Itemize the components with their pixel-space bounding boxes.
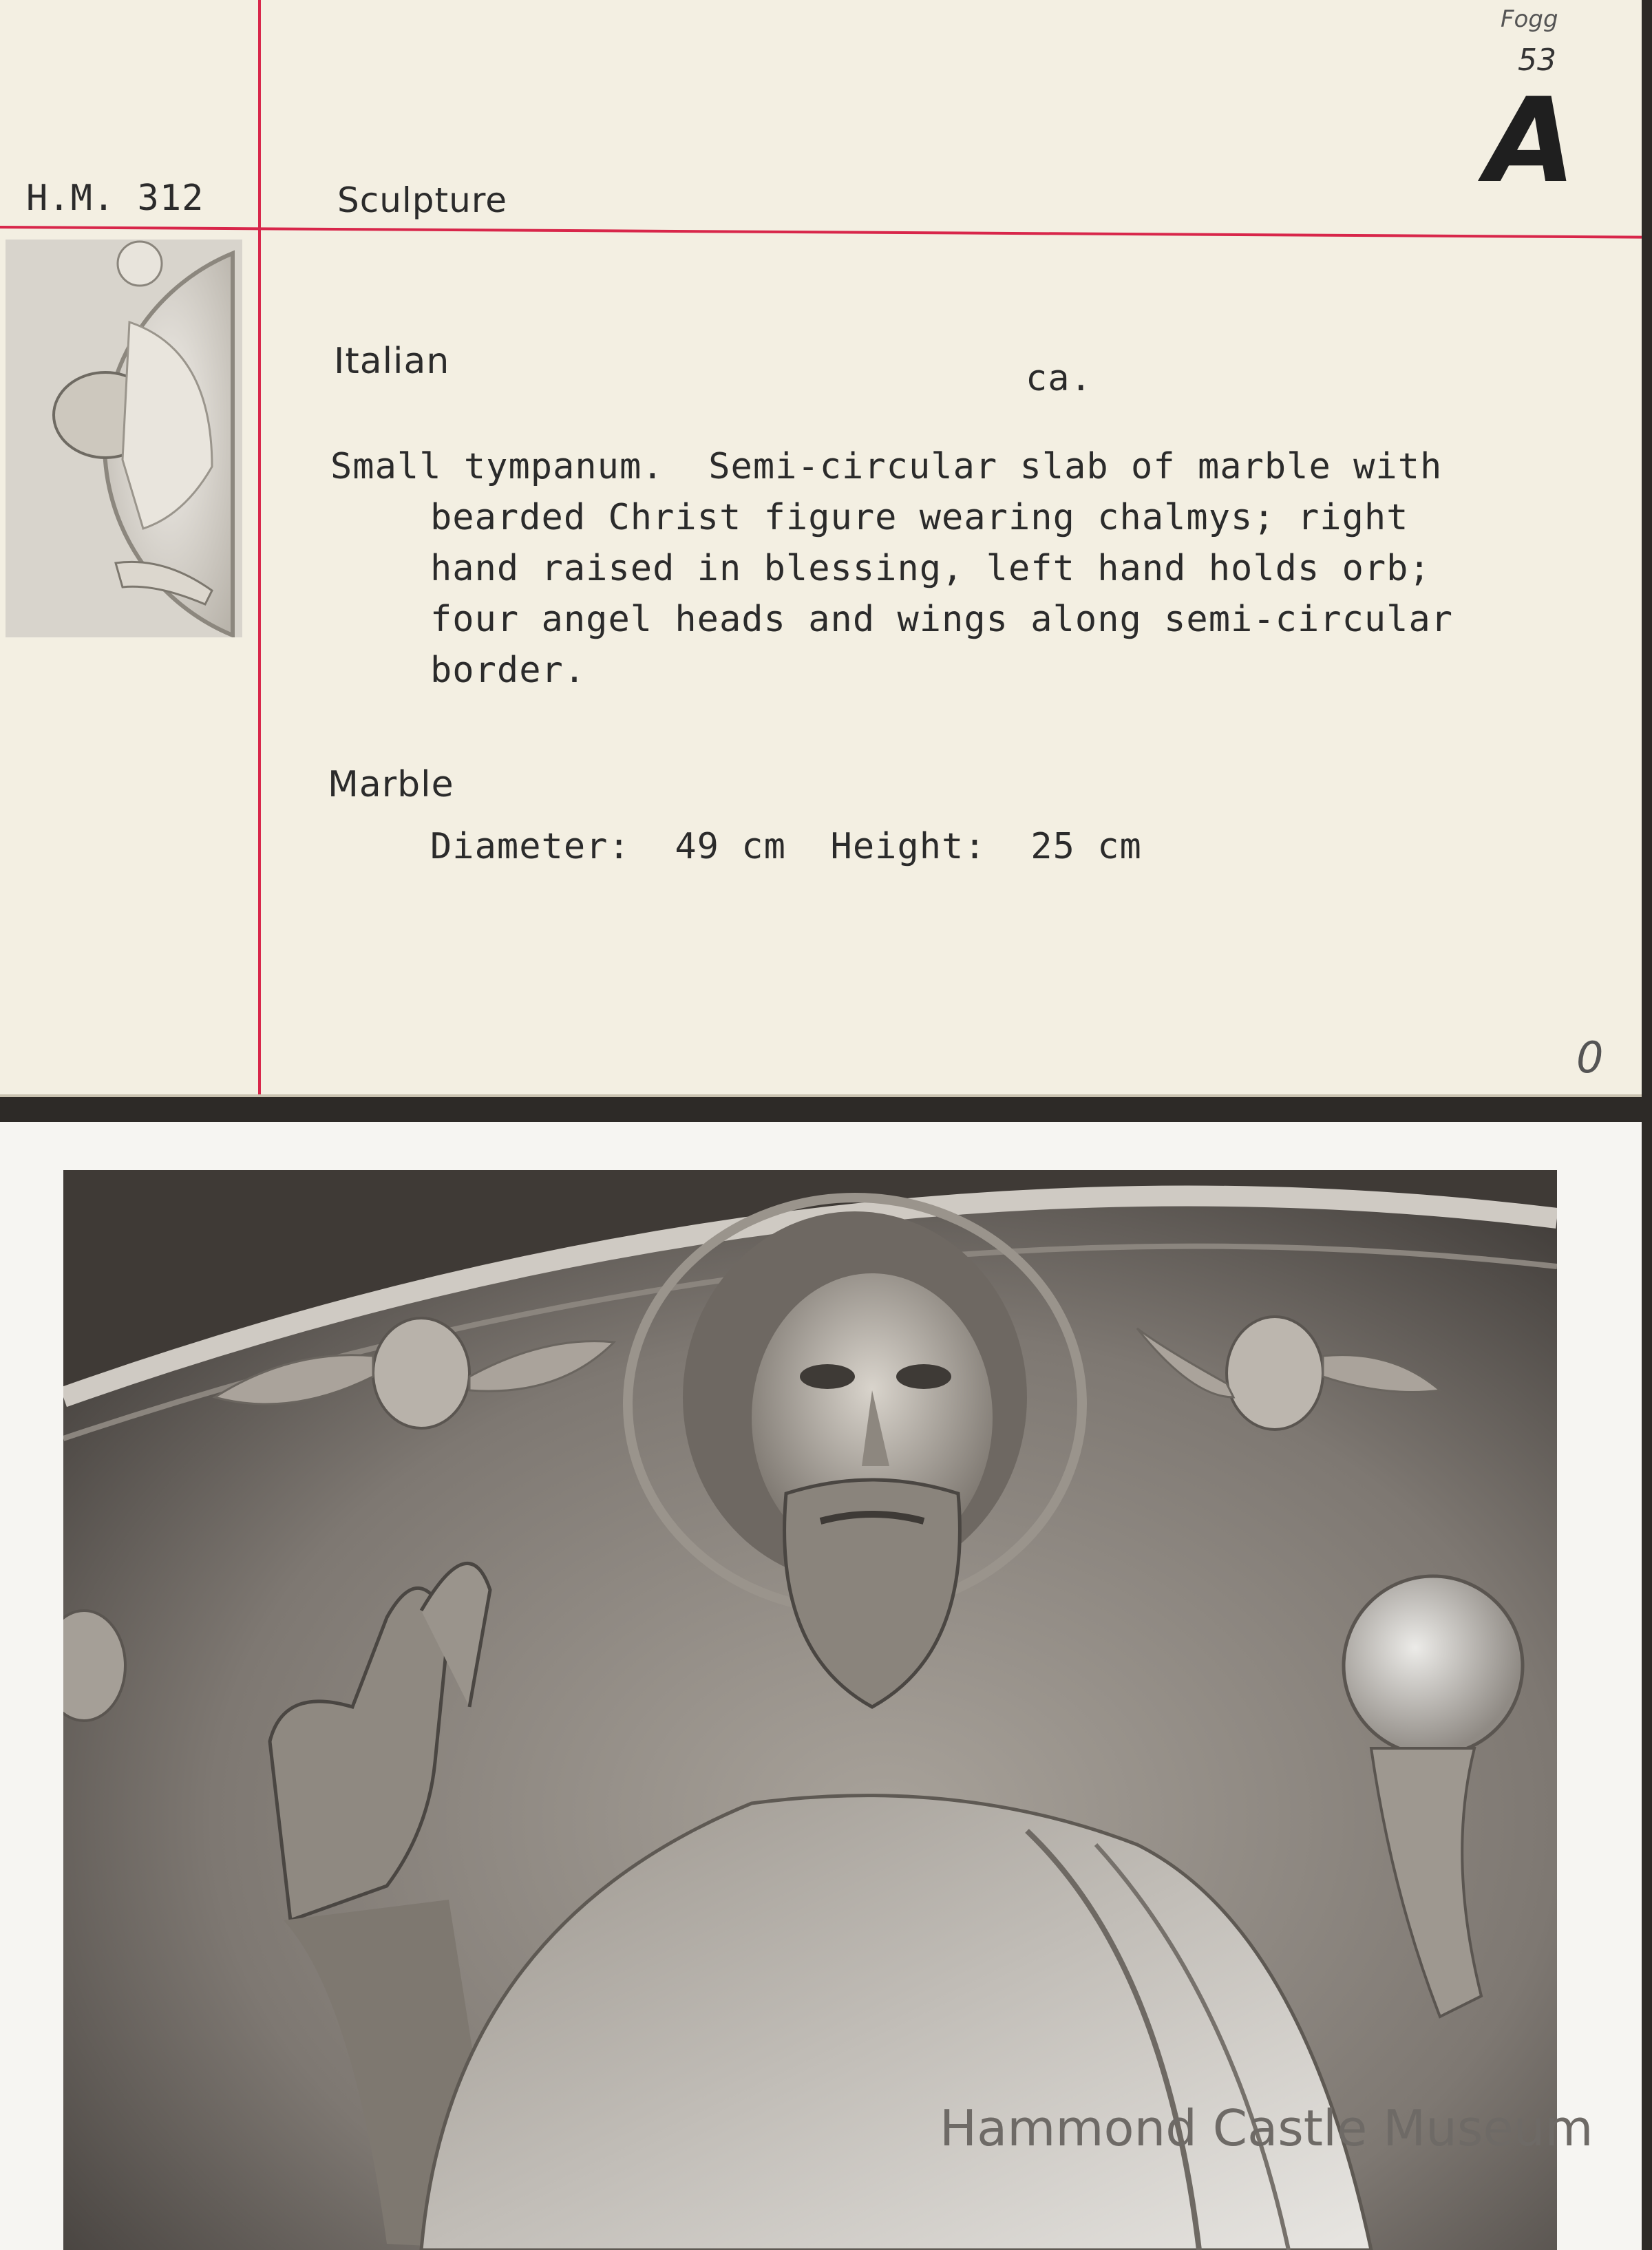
handwritten-corner-mark: 0: [1576, 1032, 1604, 1083]
description-line: bearded Christ figure wearing chalmys; right: [430, 497, 1409, 538]
category-label: Sculpture: [337, 180, 508, 220]
christ-tympanum-photo: [63, 1170, 1557, 2250]
museum-watermark: Hammond Castle Museum: [940, 2099, 1593, 2157]
card-horizontal-rule: [0, 226, 1642, 239]
description-line: Small tympanum. Semi-circular slab of marble with: [330, 446, 1443, 487]
handwritten-source: Fogg: [1501, 6, 1558, 33]
tympanum-thumbnail-photo: [6, 240, 242, 637]
sculpture-photograph: [0, 1122, 1642, 2250]
date-prefix: ca.: [1026, 358, 1092, 399]
card-vertical-rule: [258, 0, 261, 1094]
origin-label: Italian: [334, 341, 450, 382]
handwritten-number: 53: [1518, 43, 1556, 78]
material-label: Marble: [328, 764, 454, 805]
tympanum-thumbnail-image: [6, 240, 242, 637]
description-line: hand raised in blessing, left hand holds orb;: [430, 548, 1431, 589]
dimensions-label: Diameter: 49 cm Height: 25 cm: [430, 826, 1142, 867]
accession-number: H.M. 312: [26, 178, 204, 219]
catalog-card: [0, 0, 1642, 1097]
christ-tympanum-image: [63, 1170, 1557, 2250]
description-line: border.: [430, 650, 586, 691]
description-line: four angel heads and wings along semi-circular: [430, 599, 1454, 640]
handwritten-letter: A: [1485, 73, 1576, 209]
